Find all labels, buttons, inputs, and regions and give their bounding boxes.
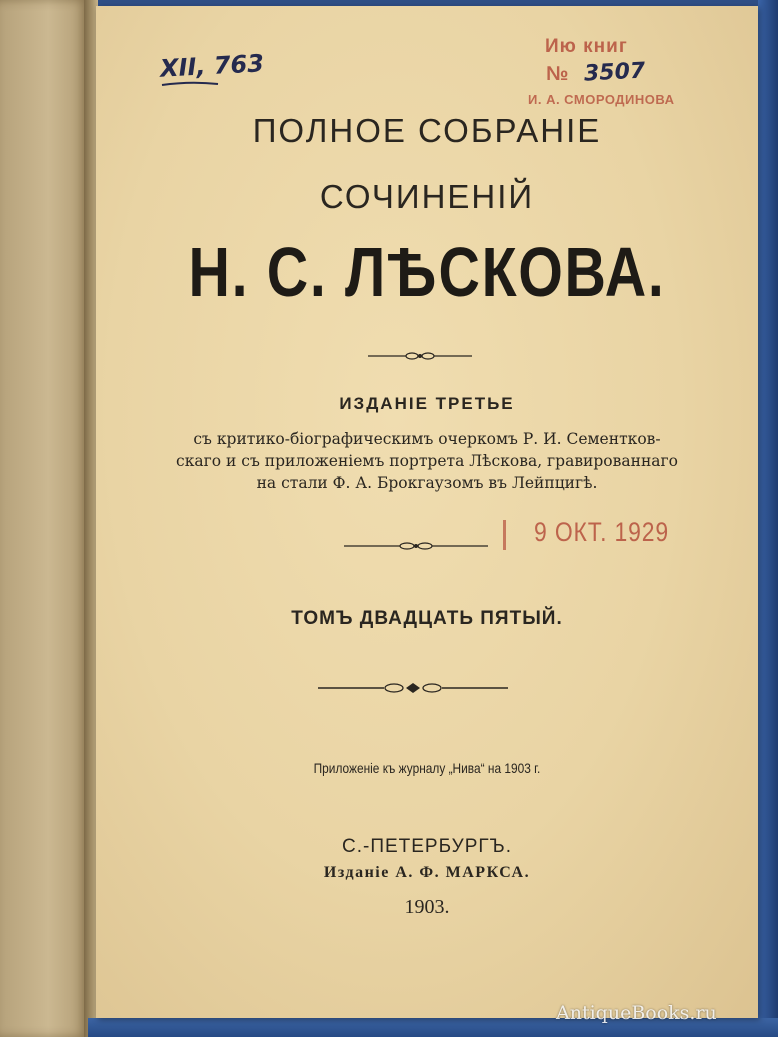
supplement-note: Приложеніе къ журналу „Нива“ на 1903 г. xyxy=(313,760,541,776)
ornament-divider-1 xyxy=(368,350,472,362)
left-page-edge xyxy=(0,0,88,1037)
volume-number: ТОМЪ ДВАДЦАТЬ ПЯТЫЙ. xyxy=(291,608,563,629)
publication-city: С.-ПЕТЕРБУРГЪ. xyxy=(342,836,512,857)
library-stamp-owner: И. А. СМОРОДИНОВА xyxy=(528,92,675,107)
title-line-2: СОЧИНЕНІЙ xyxy=(319,178,535,215)
description-line-2: скаго и съ приложеніемъ портрета Лѣскова, гравированнаго xyxy=(176,452,678,470)
description-line-3: на стали Ф. А. Брокгаузомъ въ Лейпцигѣ. xyxy=(256,474,598,492)
publisher: Изданіе А. Ф. МАРКСА. xyxy=(323,864,531,881)
author-name: Н. С. ЛѢСКОВА. xyxy=(188,233,666,311)
cover-right-edge xyxy=(758,0,778,1037)
library-stamp-number: 3507 xyxy=(583,58,646,87)
description-line-1: съ критико-біографическимъ очеркомъ Р. И. Сементков- xyxy=(193,430,661,448)
library-stamp-line1: Ию книг xyxy=(545,36,628,57)
ornament-divider-3 xyxy=(318,681,508,695)
watermark: AntiqueBooks.ru xyxy=(556,1002,717,1024)
shelf-mark: XII, 763 xyxy=(159,49,265,83)
date-stamp: 9 ОКТ. 1929 xyxy=(534,517,670,547)
publication-year: 1903. xyxy=(404,896,450,918)
title-line-1: ПОЛНОЕ СОБРАНІЕ xyxy=(252,112,602,149)
library-stamp-number-label: № xyxy=(546,63,569,85)
shelf-mark-underline xyxy=(160,80,220,88)
ornament-divider-2 xyxy=(344,540,488,552)
description xyxy=(96,428,758,494)
edition-label: ИЗДАНІЕ ТРЕТЬЕ xyxy=(339,394,515,413)
date-stamp-mark xyxy=(503,520,506,550)
